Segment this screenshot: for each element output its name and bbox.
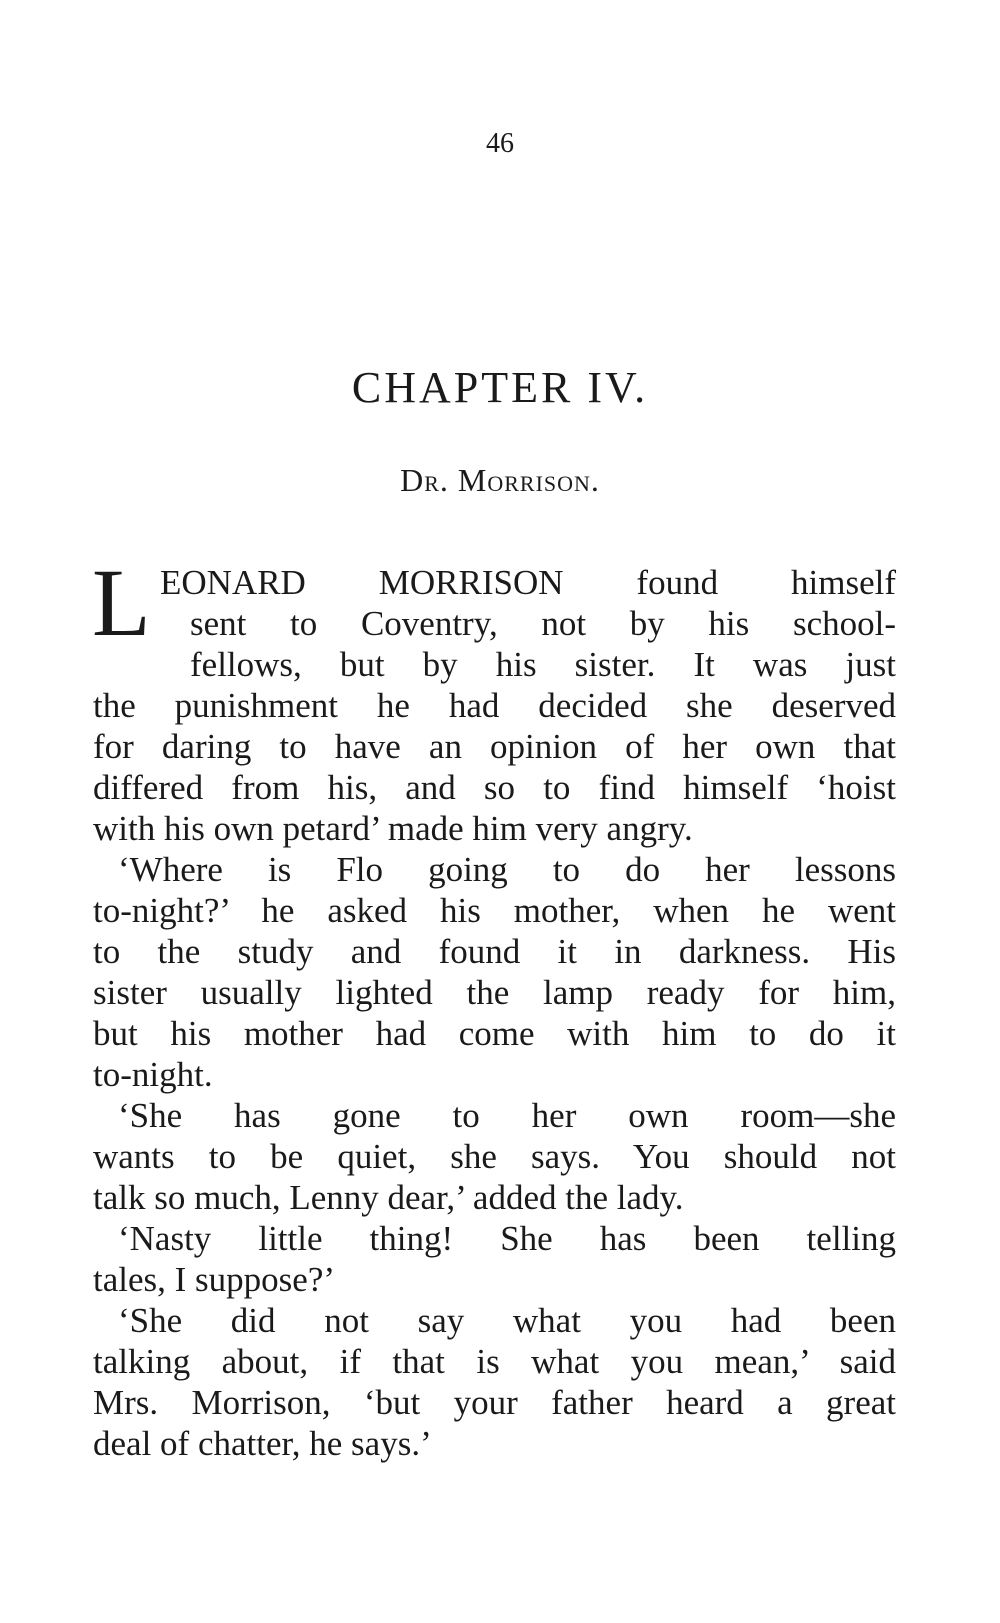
text-line: with his own petard’ made him very angry. [93,809,693,848]
text-line: talking about, if that is what you mean,’ said [93,1342,896,1381]
text-line: to the study and found it in darkness. His [93,932,896,971]
text-line: to-night?’ he asked his mother, when he went [93,891,896,930]
text-line: but his mother had come with him to do it [93,1014,896,1053]
text-line: differed from his, and so to find himself ‘hoist [93,768,896,807]
text-line: fellows, but by his sister. It was just [190,645,896,684]
text-line: tales, I suppose?’ [93,1260,336,1299]
text-line: ‘She did not say what you had been [118,1301,896,1340]
text-line: ‘Nasty little thing! She has been telling [118,1219,896,1258]
drop-cap: L [92,549,151,656]
text-line: the punishment he had decided she deserved [93,686,896,725]
text-line: Mrs. Morrison, ‘but your father heard a great [93,1383,896,1422]
text-line: talk so much, Lenny dear,’ added the lady. [93,1178,684,1217]
text-line: ‘She has gone to her own room—she [118,1096,896,1135]
text-line: deal of chatter, he says.’ [93,1424,432,1463]
text-line: sister usually lighted the lamp ready for him, [93,973,896,1012]
chapter-subtitle: Dr. Morrison. [400,462,600,498]
text-line: EONARD MORRISON found himself [160,563,896,602]
text-line: wants to be quiet, she says. You should not [93,1137,896,1176]
chapter-title: CHAPTER IV. [351,363,649,412]
page-number: 46 [486,128,514,159]
text-line: ‘Where is Flo going to do her lessons [118,850,896,889]
text-line: for daring to have an opinion of her own that [93,727,896,766]
text-line: to-night. [93,1055,213,1094]
text-line: sent to Coventry, not by his school- [190,604,896,643]
